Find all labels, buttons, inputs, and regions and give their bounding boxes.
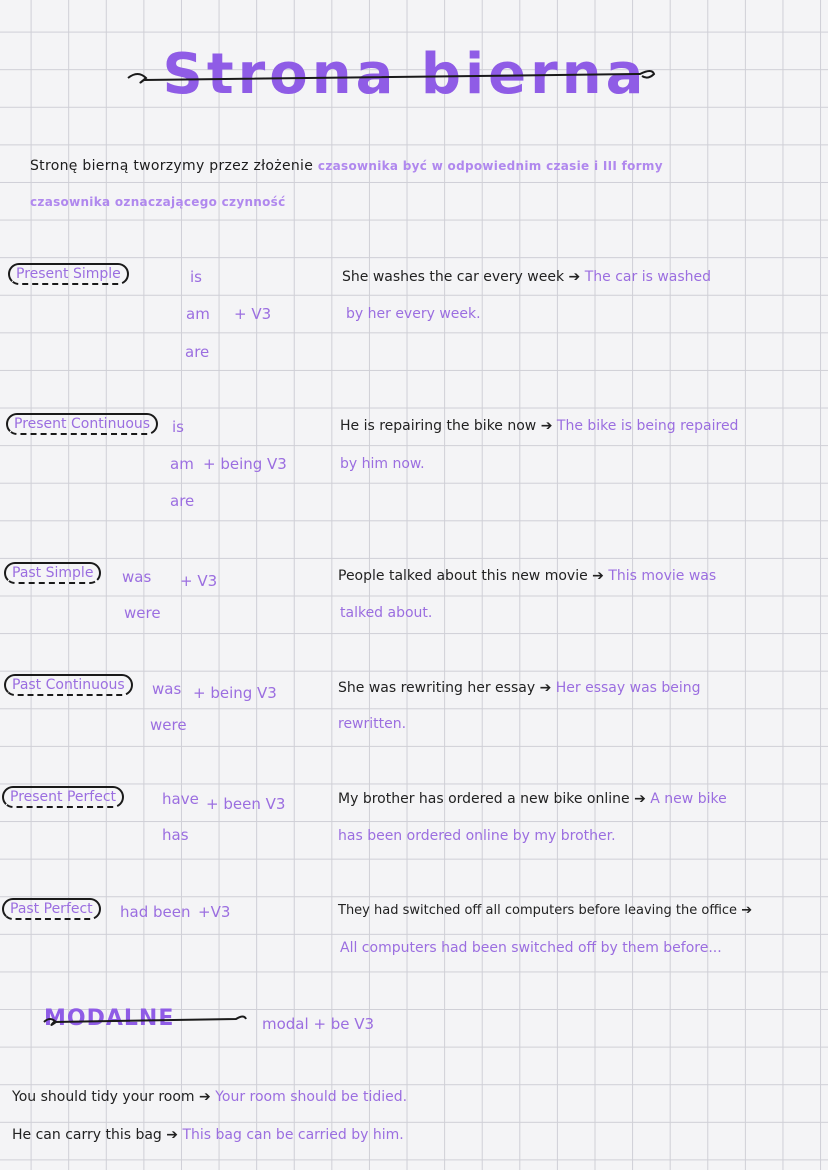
form-am: am — [186, 305, 210, 323]
form-are: are — [170, 492, 195, 510]
example-passive: This movie was — [608, 568, 717, 584]
rule: + being V3 — [193, 684, 277, 702]
form-is: is — [172, 418, 184, 436]
rule: + V3 — [180, 572, 218, 590]
example-passive-cont: by him now. — [340, 456, 425, 472]
tense-tag-present-perfect: Present Perfect — [2, 786, 124, 808]
rule: + V3 — [234, 305, 272, 323]
modal-example-1 — [12, 1089, 407, 1105]
form-am: am — [170, 455, 194, 473]
example-passive-cont: by her every week. — [346, 306, 481, 322]
intro-highlight: czasownika być w odpowiednim czasie i III formy — [317, 159, 663, 173]
example-passive: All computers had been switched off by them before... — [340, 940, 722, 956]
intro-text: Stronę bierną tworzymy przez złożenie — [30, 158, 314, 174]
form-was: was — [122, 568, 152, 586]
example-passive: Her essay was being — [555, 680, 701, 696]
example-active: He is repairing the bike now — [340, 418, 537, 434]
tense-tag-present-simple: Present Simple — [8, 263, 129, 285]
page-title: Strona bierna — [162, 42, 648, 107]
example-passive-cont: talked about. — [340, 605, 433, 621]
arrow-icon: ➔ — [568, 269, 581, 285]
arrow-icon: ➔ — [199, 1089, 211, 1105]
form-were: were — [124, 604, 161, 622]
form-is: is — [190, 268, 202, 286]
example-active: My brother has ordered a new bike online — [338, 791, 630, 807]
example-passive-cont: has been ordered online by my brother. — [338, 828, 616, 844]
form-were: were — [150, 716, 187, 734]
example-passive: A new bike — [650, 791, 727, 807]
example-passive: The bike is being repaired — [556, 418, 739, 434]
arrow-icon: ➔ — [592, 568, 604, 584]
section-heading-modal: MODALNE — [44, 1006, 175, 1031]
form-has: has — [162, 826, 189, 844]
example-passive: Your room should be tidied. — [215, 1089, 408, 1105]
example-passive: This bag can be carried by him. — [182, 1127, 404, 1143]
arrow-icon: ➔ — [166, 1127, 179, 1143]
arrow-icon: ➔ — [539, 680, 552, 696]
example-active: She was rewriting her essay — [338, 680, 536, 696]
form-are: are — [185, 343, 210, 361]
example-active: They had switched off all computers before leaving the office — [338, 903, 738, 918]
form-was: was — [152, 680, 182, 698]
arrow-icon: ➔ — [741, 903, 753, 918]
rule: + been V3 — [206, 795, 286, 813]
arrow-icon: ➔ — [540, 418, 553, 434]
rule: + being V3 — [203, 455, 287, 473]
example-passive: The car is washed — [584, 269, 712, 285]
example-active: People talked about this new movie — [338, 568, 588, 584]
example-active: You should tidy your room — [12, 1089, 195, 1105]
modal-example-2 — [12, 1127, 404, 1143]
arrow-icon: ➔ — [634, 791, 646, 807]
tense-tag-past-continuous: Past Continuous — [4, 674, 133, 696]
example-active: He can carry this bag — [12, 1127, 162, 1143]
intro-highlight-2: czasownika oznaczającego czynność — [30, 195, 286, 209]
example-passive-cont: rewritten. — [338, 716, 407, 732]
rule: +V3 — [198, 903, 231, 921]
example-active: She washes the car every week — [342, 269, 565, 285]
tense-tag-present-continuous: Present Continuous — [6, 413, 158, 435]
tense-tag-past-perfect: Past Perfect — [2, 898, 101, 920]
tense-tag-past-simple: Past Simple — [4, 562, 101, 584]
modal-rule: modal + be V3 — [262, 1015, 375, 1033]
form-had-been: had been — [120, 903, 191, 921]
form-have: have — [162, 790, 199, 808]
